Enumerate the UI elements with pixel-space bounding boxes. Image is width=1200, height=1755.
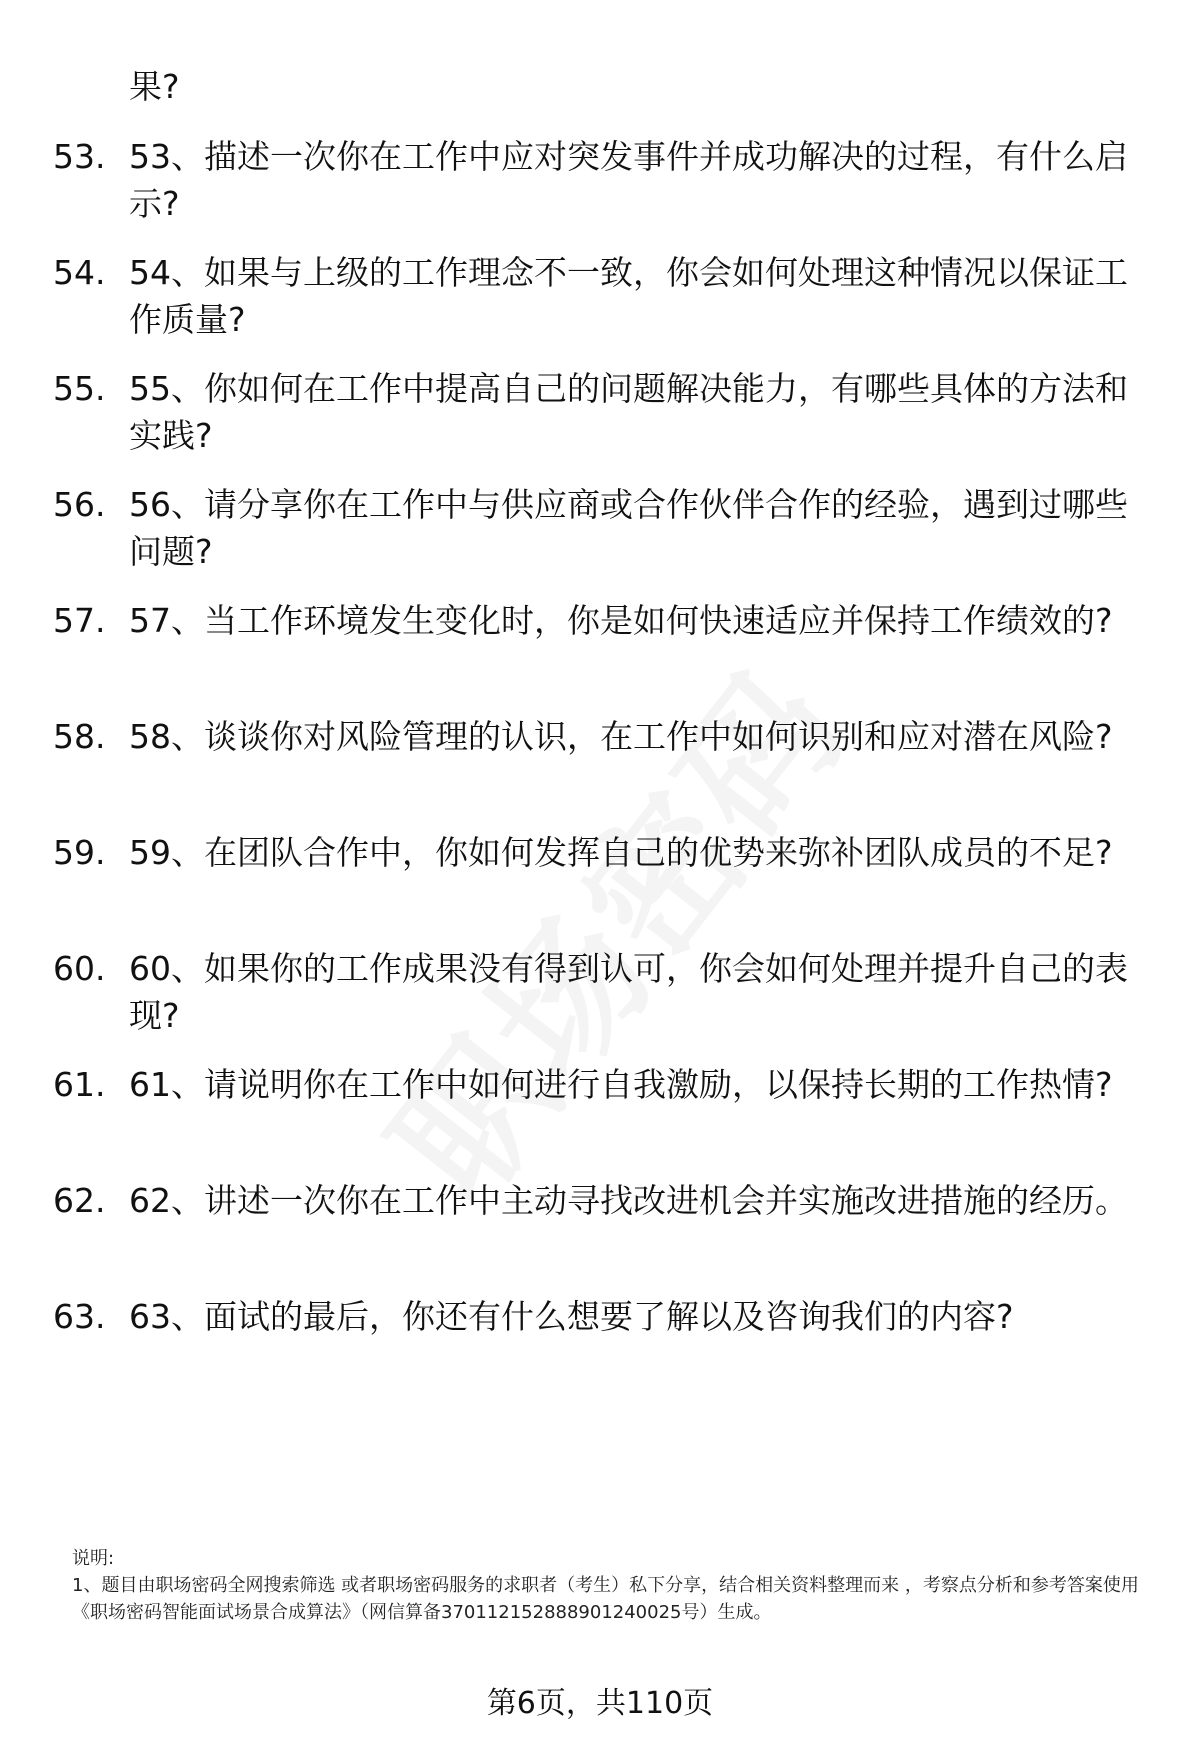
question-number: 58. xyxy=(53,717,106,756)
page-number-footer: 第6页，共110页 xyxy=(486,1686,714,1721)
question-text: 59、在团队合作中，你如何发挥自己的优势来弥补团队成员的不足? xyxy=(129,833,1113,872)
watermark-text xyxy=(333,619,882,1237)
question-number: 53. xyxy=(53,137,106,176)
question-text: 58、谈谈你对风险管理的认识，在工作中如何识别和应对潜在风险? xyxy=(129,717,1113,756)
watermark xyxy=(300,540,1200,1240)
question-number: 62. xyxy=(53,1181,106,1220)
question-text: 61、请说明你在工作中如何进行自我激励，以保持长期的工作热情? xyxy=(129,1065,1113,1104)
question-number: 56. xyxy=(53,485,106,524)
question-number: 57. xyxy=(53,601,106,640)
continued-question-text: 果? xyxy=(129,67,180,106)
note-body: 1、题目由职场密码全网搜索筛选 或者职场密码服务的求职者（考生）私下分享，结合相关资料整理而来 ，考察点分析和参考答案使用《职场密码智能面试场景合成算法》（网信算备370112152888901240025号）生成。 xyxy=(72,1575,1139,1623)
question-number: 54. xyxy=(53,253,106,292)
question-text: 63、面试的最后，你还有什么想要了解以及咨询我们的内容? xyxy=(129,1297,1014,1336)
question-text: 55、你如何在工作中提高自己的问题解决能力，有哪些具体的方法和实践? xyxy=(129,369,1128,455)
note-heading: 说明: xyxy=(72,1548,115,1569)
question-text: 60、如果你的工作成果没有得到认可，你会如何处理并提升自己的表现? xyxy=(129,949,1128,1035)
question-text: 57、当工作环境发生变化时，你是如何快速适应并保持工作绩效的? xyxy=(129,601,1113,640)
question-number: 60. xyxy=(53,949,106,988)
explanation-note xyxy=(72,1545,1152,1626)
question-text: 62、讲述一次你在工作中主动寻找改进机会并实施改进措施的经历。 xyxy=(129,1181,1128,1220)
question-number: 59. xyxy=(53,833,106,872)
question-number: 63. xyxy=(53,1297,106,1336)
question-number: 61. xyxy=(53,1065,106,1104)
question-number: 55. xyxy=(53,369,106,408)
question-text: 53、描述一次你在工作中应对突发事件并成功解决的过程，有什么启示? xyxy=(129,137,1128,223)
question-text: 54、如果与上级的工作理念不一致，你会如何处理这种情况以保证工作质量? xyxy=(129,253,1128,339)
question-text: 56、请分享你在工作中与供应商或合作伙伴合作的经验，遇到过哪些问题? xyxy=(129,485,1128,571)
